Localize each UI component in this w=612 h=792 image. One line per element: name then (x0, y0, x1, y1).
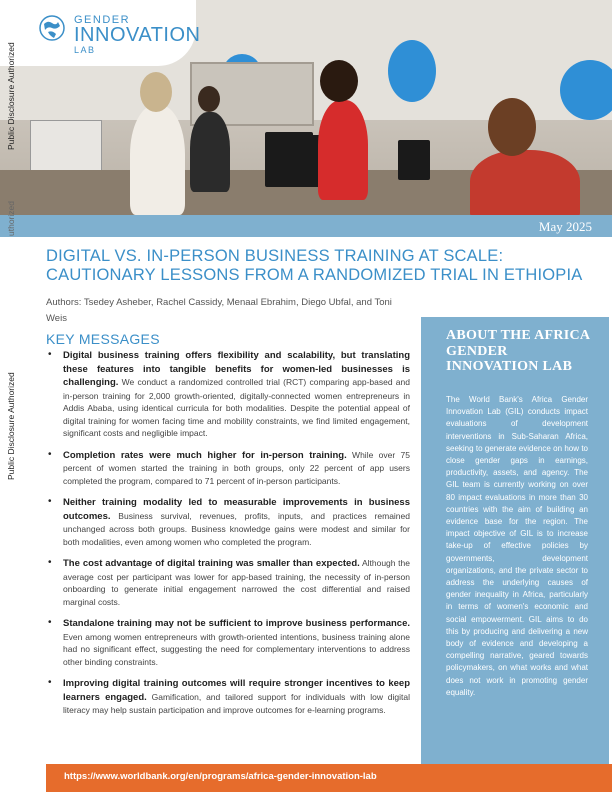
bullet-icon: • (48, 349, 52, 360)
photo-person (470, 150, 580, 215)
wall-dot (388, 40, 436, 102)
bullet-icon: • (48, 557, 52, 568)
key-message-lead: Completion rates were much higher for in-person training. (63, 449, 347, 461)
authors: Authors: Tsedey Asheber, Rachel Cassidy, Menaal Ebrahim, Diego Ubfal, and Toni Weis (46, 297, 392, 324)
wall-dot (560, 60, 612, 120)
disclosure-label-bottom: Public Disclosure Authorized (6, 372, 16, 480)
key-messages-heading: KEY MESSAGES (46, 331, 160, 347)
key-message-text: Even among women entrepreneurs with growth-oriented intentions, business training alone had no significant effect, suggesting the need for complementary interventions to address other binding constraints. (63, 631, 410, 667)
title-line-1: DIGITAL VS. IN-PERSON BUSINESS TRAINING AT SCALE: (46, 247, 504, 265)
publication-date: May 2025 (538, 219, 592, 234)
logo-lab-text: LAB (74, 45, 96, 55)
logo-innovation-text: INNOVATION (74, 24, 201, 46)
key-message-text: While over 75 percent of women started the training in both groups, only 22 percent of app users completed the program, compared to 71 percent of in-person participants. (63, 449, 410, 486)
title-line-2: CAUTIONARY LESSONS FROM A RANDOMIZED TRIAL IN ETHIOPIA (46, 266, 583, 284)
key-message-lead: The cost advantage of digital training was smaller than expected. (63, 558, 360, 569)
photo-head (488, 98, 536, 156)
logo-gender-text: GENDER (74, 14, 131, 26)
key-message-item (46, 617, 410, 668)
disclosure-label-middle: uthorized (6, 201, 16, 236)
about-title: ABOUT THE AFRICA GENDER INNOVATION LAB (446, 328, 590, 374)
key-message-item (46, 677, 410, 717)
globe-icon (38, 14, 66, 42)
logo-box (0, 0, 201, 66)
photo-person (130, 105, 185, 215)
key-message-item (46, 449, 410, 488)
key-message-lead: Digital business training offers flexibility and scalability, but translating these features into tangible benefits for women-led businesses is challenging. (63, 350, 410, 388)
key-message-item (46, 349, 410, 440)
bullet-icon: • (48, 677, 52, 688)
footer-url-link[interactable]: https://www.worldbank.org/en/programs/africa-gender-innovation-lab (64, 771, 377, 782)
photo-head (198, 86, 220, 112)
photo-person (190, 112, 230, 192)
key-message-lead: Standalone training may not be sufficient to improve business performance. (63, 618, 410, 629)
date-bar (0, 215, 612, 237)
about-body: The World Bank's Africa Gender Innovation Lab (GIL) conducts impact evaluations of development interventions in Sub-Saharan Africa, seeking to generate evidence on how to close gender gaps in earnings, productivity, assets, and agency. The GIL team is currently working on over 80 impact evaluations in more than 30 countries with the aim of building an evidence base for the region. The impact objective of GIL is to increase take-up of effective policies by governments, development organizations, and the private sector to address the underlying causes of gender inequality in Africa, particularly in terms of women's economic and social empowerment. GIL aims to do this by producing and delivering a new body of evidence and developing a compelling narrative, geared towards policymakers, on what works and what does not work in promoting gender equality. (446, 395, 588, 697)
photo-monitor (398, 140, 430, 180)
bullet-icon: • (48, 448, 52, 460)
photo-person (318, 100, 368, 200)
photo-printer (30, 120, 102, 177)
page-title (46, 247, 586, 285)
bullet-icon: • (48, 496, 52, 507)
photo-head (140, 72, 172, 112)
key-message-text: Although the average cost per participant was lower for app-based training, the necessity of in-person onboarding to generate initial engagement narrowed the cost differential and raised marginal costs. (63, 558, 410, 607)
key-message-item (46, 557, 410, 608)
key-message-item (46, 496, 410, 548)
key-message-text: Business survival, revenues, profits, inputs, and practices remained unchanged across both groups. Business knowledge gains were modest and similar for both modalities, even among women who completed the program. (63, 510, 410, 547)
key-message-lead: Neither training modality led to measurable improvements in business outcomes. (63, 497, 410, 522)
key-message-lead: Improving digital training outcomes will require stronger incentives to keep learners engaged. (63, 678, 410, 703)
bullet-icon: • (48, 617, 52, 628)
photo-head (320, 60, 358, 102)
key-messages-list (46, 349, 410, 726)
disclosure-label-top: Public Disclosure Authorized (6, 42, 16, 150)
key-message-text: Gamification, and tailored support for individuals with low digital literacy may help sustain participation and improve outcomes for e-learning programs. (63, 691, 410, 715)
key-message-text: We conduct a randomized controlled trial (RCT) comparing app-based and in-person training for 2,000 growth-oriented, digitally-connected women entrepreneurs in Addis Ababa, using identical curricula for both modalities. Despite the potential appeal of digital training for women facing time and mobility constraints, we find limited engagement, significant costs and negligible impact. (63, 377, 410, 438)
